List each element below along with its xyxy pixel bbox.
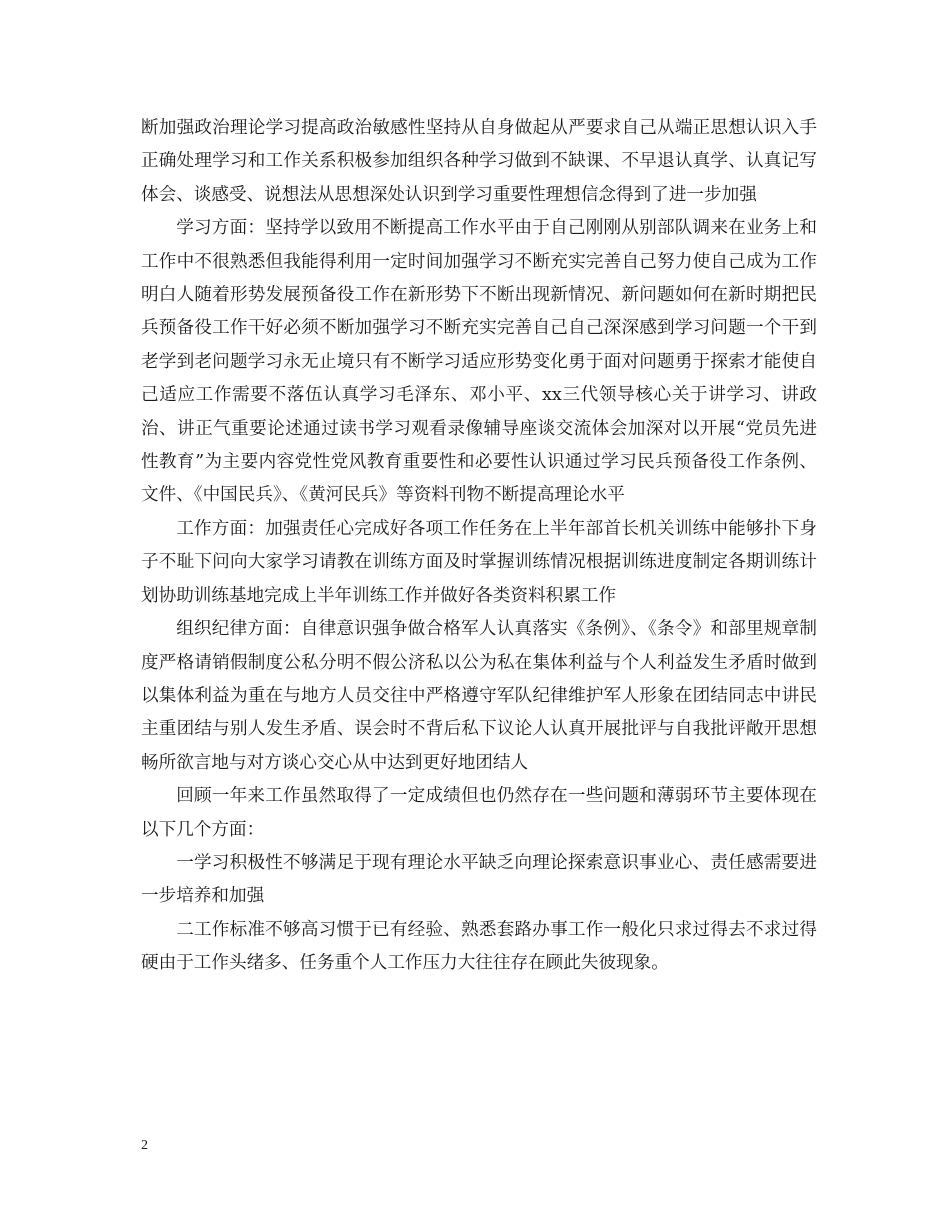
paragraph-discipline: 组织纪律方面：自律意识强争做合格军人认真落实《条例》、《条令》和部里规章制度严格请销假制度公私分明不假公济私以公为私在集体利益与个人利益发生矛盾时做到以集体利益为重在与地方人员交往中严格遵守军队纪律维护军人形象在团结同志中讲民主重团结与别人发生矛盾、误会时不背后私下议论人认真开展批评与自我批评敞开思想畅所欲言地与对方谈心交心从中达到更好地团结人 [141, 619, 817, 773]
paragraph-study: 学习方面：坚持学以致用不断提高工作水平由于自己刚刚从别部队调来在业务上和工作中不很熟悉但我能得利用一定时间加强学习不断充实完善自己努力使自己成为工作明白人随着形势发展预备役工作在新形势下不断出现新情况、新问题如何在新时期把民兵预备役工作干好必须不断加强学习不断充实完善自己自己深深感到学习问题一个干到老学到老问题学习永无止境只有不断学习适应形势变化勇于面对问题勇于探索才能使自己适应工作需要不落伍认真学习毛泽东、邓小平、xx三代领导核心关于讲学习、讲政治、讲正气重要论述通过读书学习观看录像辅导座谈交流体会加深对以开展“党员先进性教育”为主要内容党性党风教育重要性和必要性认识通过学习民兵预备役工作条例、文件、《中国民兵》、《黄河民兵》等资料刊物不断提高理论水平 [141, 218, 817, 506]
document-body [141, 112, 817, 981]
paragraph-issue-two: 二工作标准不够高习惯于已有经验、熟悉套路办事工作一般化只求过得去不求过得硬由于工作头绪多、任务重个人工作压力大往往存在顾此失彼现象。 [141, 919, 817, 974]
paragraph-review: 回顾一年来工作虽然取得了一定成绩但也仍然存在一些问题和薄弱环节主要体现在以下几个方面： [141, 786, 817, 840]
paragraph-issue-one: 一学习积极性不够满足于现有理论水平缺乏向理论探索意识事业心、责任感需要进一步培养和加强 [141, 852, 817, 907]
paragraph-work: 工作方面：加强责任心完成好各项工作任务在上半年部首长机关训练中能够扑下身子不耻下问向大家学习请教在训练方面及时掌握训练情况根据训练进度制定各期训练计划协助训练基地完成上半年训练工作并做好各类资料积累工作 [141, 518, 817, 606]
paragraph-1: 断加强政治理论学习提高政治敏感性坚持从自身做起从严要求自己从端正思想认识入手正确处理学习和工作关系积极参加组织各种学习做到不缺课、不早退认真学、认真记写体会、谈感受、说想法从思想深处认识到学习重要性理想信念得到了进一步加强 [141, 118, 817, 205]
page-number: 2 [141, 1138, 148, 1153]
